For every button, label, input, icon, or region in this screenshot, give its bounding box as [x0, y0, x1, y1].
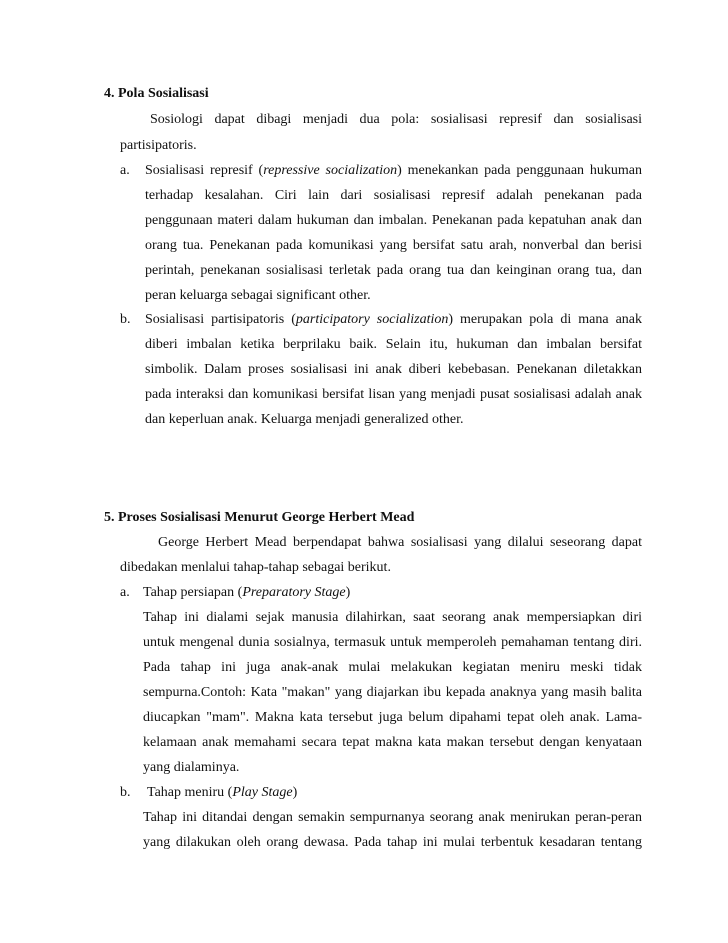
list-item-title: Tahap meniru (Play Stage) — [147, 785, 298, 800]
list-marker: a. — [120, 163, 130, 178]
list-item-line: simbolik. Dalam proses sosialisasi ini anak diberi kebebasan. Penekanan diletakkan — [145, 362, 642, 377]
list-item-line: untuk mengenal dunia sosialnya, termasuk untuk memperoleh pemahaman tentang diri. — [143, 635, 642, 650]
list-item-line: Sosialisasi partisipatoris (participatory socialization) merupakan pola di mana anak — [145, 312, 642, 327]
list-item-line: Tahap ini ditandai dengan semakin sempurnanya seorang anak menirukan peran-peran — [143, 810, 642, 825]
list-item-line: dan keperluan anak. Keluarga menjadi generalized other. — [145, 412, 464, 427]
list-item-line: pada interaksi dan komunikasi bersifat lisan yang menjadi pusat sosialisasi adalah anak — [145, 387, 642, 402]
list-marker: a. — [120, 585, 130, 600]
list-item-line: perintah, penekanan sosialisasi terletak pada orang tua dan keinginan orang tua, dan — [145, 263, 642, 278]
list-marker: b. — [120, 312, 131, 327]
paragraph-line: partisipatoris. — [120, 138, 197, 153]
list-item-line: yang dilakukan oleh orang dewasa. Pada tahap ini mulai terbentuk kesadaran tentang — [143, 835, 642, 850]
list-item-line: sempurna.Contoh: Kata "makan" yang diajarkan ibu kepada anaknya yang masih balita — [143, 685, 642, 700]
section-heading-4: 4. Pola Sosialisasi — [104, 86, 209, 101]
list-item-line: Pada tahap ini juga anak-anak mulai melakukan kegiatan meniru meski tidak — [143, 660, 642, 675]
paragraph-line: George Herbert Mead berpendapat bahwa sosialisasi yang dilalui seseorang dapat — [158, 535, 642, 550]
list-item-line: yang dialaminya. — [143, 760, 240, 775]
list-item-line: penggunaan materi dalam hukuman dan imbalan. Penekanan pada kepatuhan anak dan — [145, 213, 642, 228]
list-item-line: orang tua. Penekanan pada komunikasi yang bersifat satu arah, nonverbal dan berisi — [145, 238, 642, 253]
list-item-line: diberi imbalan ketika berprilaku baik. Selain itu, hukuman dan imbalan bersifat — [145, 337, 642, 352]
list-marker: b. — [120, 785, 131, 800]
list-item-line: Sosialisasi represif (repressive socialization) menekankan pada penggunaan hukuman — [145, 163, 642, 178]
section-heading-5: 5. Proses Sosialisasi Menurut George Herbert Mead — [104, 510, 415, 525]
paragraph-line: Sosiologi dapat dibagi menjadi dua pola: sosialisasi represif dan sosialisasi — [150, 112, 642, 127]
list-item-line: Tahap ini dialami sejak manusia dilahirkan, saat seorang anak mempersiapkan diri — [143, 610, 642, 625]
list-item-line: peran keluarga sebagai significant other. — [145, 288, 371, 303]
list-item-line: terhadap kesalahan. Ciri lain dari sosialisasi represif adalah penekanan pada — [145, 188, 642, 203]
list-item-line: diucapkan "mam". Makna kata tersebut juga belum dipahami tepat oleh anak. Lama- — [143, 710, 642, 725]
paragraph-line: dibedakan menlalui tahap-tahap sebagai berikut. — [120, 560, 391, 575]
list-item-title: Tahap persiapan (Preparatory Stage) — [143, 585, 351, 600]
list-item-line: kelamaan anak memahami secara tepat makna kata makan tersebut dengan kenyataan — [143, 735, 642, 750]
